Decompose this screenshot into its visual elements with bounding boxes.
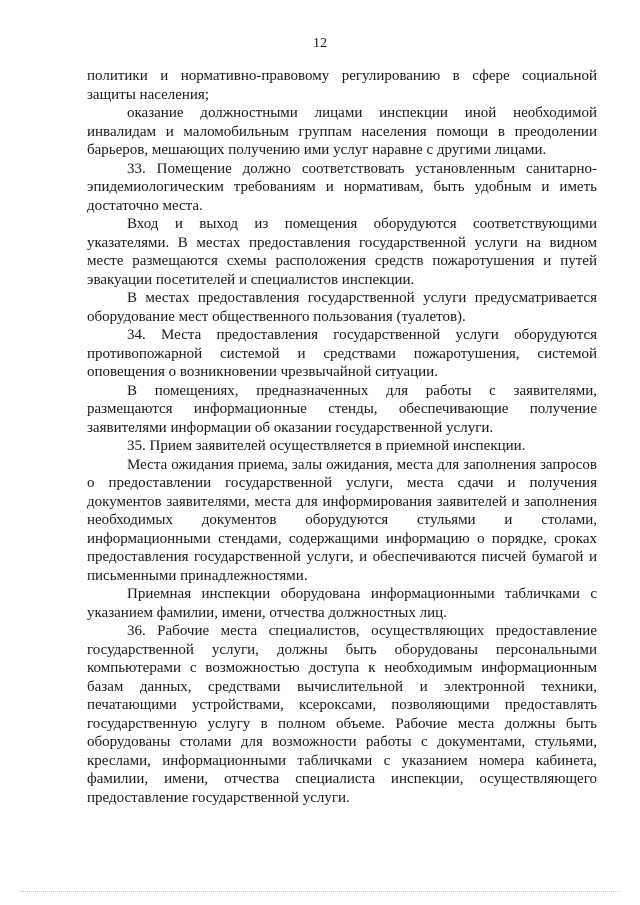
paragraph: В помещениях, предназначенных для работы с заявителями, размещаются информационные стенды, обеспечивающие получение заявителями информации об оказании государственной услуги. bbox=[87, 382, 597, 436]
paragraph-clause-33: 33. Помещение должно соответствовать установленным санитарно-эпидемиологическим требованиям и нормативам, быть удобным и иметь достаточно места. bbox=[87, 160, 597, 214]
paragraph-clause-35: 35. Прием заявителей осуществляется в приемной инспекции. bbox=[127, 438, 526, 454]
paragraph: Места ожидания приема, залы ожидания, места для заполнения запросов о предоставлении государственной услуги, места сдачи и получения документов заявителями, места для информирования заявителей и заполнения необходимых документов оборудуются стульями и столами, информационными стендами, содержащими информацию о порядке, сроках предоставления государственной услуги, и обеспечиваются писчей бумагой и письменными принадлежностями. bbox=[87, 456, 597, 584]
paragraph-clause-36: 36. Рабочие места специалистов, осуществляющих предоставление государственной услуги, должны быть оборудованы персональными компьютерами с возможностью доступа к необходимым информационным базам данных, средствами вычислительной и электронной техники, печатающими устройствами, ксероксами, позволяющими предоставлять государственную услугу в полном объеме. Рабочие места должны быть оборудованы столами для возможности работы с документами, стульями, креслами, информационными табличками с указанием номера кабинета, фамилии, имени, отчества специалиста инспекции, осуществляющего предоставление государственной услуги. bbox=[87, 623, 597, 806]
paragraph: Приемная инспекции оборудована информационными табличками с указанием фамилии, имени, отчества должностных лиц. bbox=[87, 586, 597, 621]
scan-artifact-divider bbox=[20, 891, 620, 893]
paragraph-clause-34: 34. Места предоставления государственной услуги оборудуются противопожарной системой и средствами пожаротушения, системой оповещения о возникновении чрезвычайной ситуации. bbox=[87, 327, 597, 380]
paragraph: оказание должностными лицами инспекции иной необходимой инвалидам и маломобильным группам населения помощи в преодолении барьеров, мешающих получению ими услуг наравне с другими лицами. bbox=[87, 105, 597, 158]
paragraph: Вход и выход из помещения оборудуются соответствующими указателями. В местах предоставления государственной услуги на видном месте размещаются схемы расположения средств пожаротушения и путей эвакуации посетителей и специалистов инспекции. bbox=[87, 216, 597, 288]
document-body bbox=[87, 67, 597, 807]
paragraph-continuation: политики и нормативно-правовому регулированию в сфере социальной защиты населения; bbox=[87, 68, 597, 103]
paragraph: В местах предоставления государственной услуги предусматривается оборудование мест общественного пользования (туалетов). bbox=[87, 290, 597, 325]
page-number: 12 bbox=[313, 36, 327, 51]
